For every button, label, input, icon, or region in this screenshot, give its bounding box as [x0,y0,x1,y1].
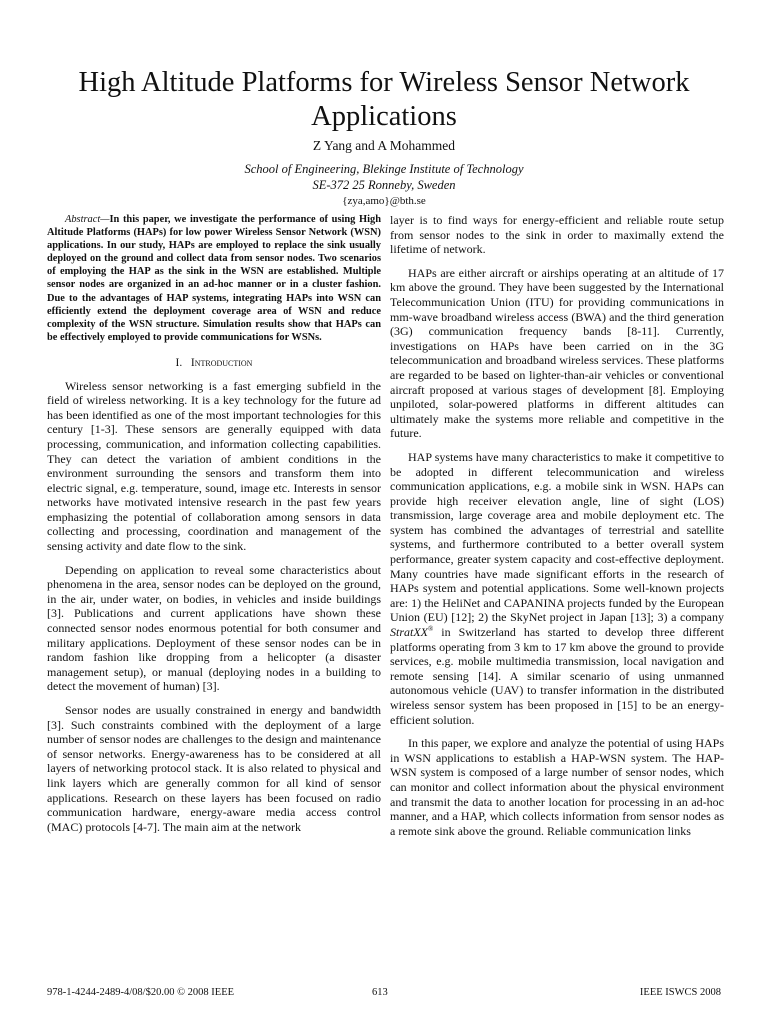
author-affiliation [60,161,708,193]
body-paragraph: layer is to find ways for energy-efficient and reliable route setup from sensor nodes to the sink in order to maximally extend the lifetime of network. [390,213,724,257]
body-paragraph: Depending on application to reveal some characteristics about phenomena in the area, sensor nodes can be deployed on the ground, in the air, under water, on bodies, in vehicles and inside buildings [3]. Publications and current applications have shown these connected sensor nodes enormous potential for both consumer and military applications. Deployment of these sensor nodes can be in random fashion like dropping from a helicopter (a disaster management setup), or manual (deploying nodes in a building to detect the movement of human) [3]. [47,562,381,694]
footer-venue: IEEE ISWCS 2008 [639,987,721,998]
body-paragraph: Wireless sensor networking is a fast emerging subfield in the field of wireless networking. It is a key technology for the future ad has been identified as one of the most important technologies for this century [1-3]. These sensors are generally equipped with data processing, communication, and information collecting capabilities. They can detect the variation of ambient conditions in the environment surrounding the sensors and transform them into electric signal, e.g. temperature, sound, image etc. Interests in sensor networks have motivated intensive research in the past few years emphasizing the potential of collaboration among sensors in data collecting and processing, coordination and management of the sensing activity and date flow to the sink. [47,378,381,554]
paper-authors: Z Yang and A Mohammed [312,138,456,153]
abstract-text: In this paper, we investigate the performance of using High Altitude Platforms (HAPs) for low power Wireless Sensor Network (WSN) applications. In our study, HAPs are employed to replace the sink usually deployed on the ground and collect data from sensor nodes. Two scenarios of employing the HAP as the sink in the WSN are established. Multiple sensor nodes are organized in an ad-hoc manner or in a cluster fashion. Due to the advantages of HAP systems, integrating HAPs into WSN can efficiently extend the deployment coverage area of WSN and reduce complexity of the WSN structure. Simulation results show that HAPs can be effectively employed to provide communications for WSNs. [47,214,381,343]
company-name: StratXX [390,625,428,640]
section-number: I. [175,356,183,369]
abstract [47,213,381,344]
body-paragraph: Sensor nodes are usually constrained in energy and bandwidth [3]. Such constraints combined with the deployment of a large number of sensor nodes are challenges to the design and maintenance of sensor networks. Energy-awareness has to be considered at all layers of networking protocol stack. It is also related to physical and link layers which are generally common for all kind of sensor applications. Research on these layers has been focused on radio communication hardware, energy-aware media access control (MAC) protocols [4-7]. The main aim at the network [47,703,381,834]
abstract-lead: Abstract— [65,214,110,225]
affiliation-line-1: School of Engineering, Blekinge Institute of Technology [244,162,524,176]
paper-title: High Altitude Platforms for Wireless Sensor Network Applications [78,67,690,132]
body-paragraph: In this paper, we explore and analyze the potential of using HAPs in WSN applications to establish a HAP-WSN system. The HAP-WSN system is composed of a large number of sensor nodes, which can monitor and collect information about the physical environment and transmit the data to another location for processing in an ad-hoc manner, and a HAP, which collects information from sensor nodes as a remote sink above the ground. Reliable communication links [390,736,724,838]
paragraph-text: HAP systems have many characteristics to make it competitive to be adopted in different telecommunication and wireless communication applications, e.g. a mobile sink in WSN. HAPs can provide high receiver elevation angle, line of sight (LOS) transmission, large coverage area and mobile deployment etc. The system has combined the advantages of terrestrial and satellite systems, and furthermore contributed to a better overall system performance, greater system capacity and cost-effective deployment. Many countries have made significant efforts in the research of HAPs system and potential applications. Some well-known projects are: 1) the HeliNet and CAPANINA projects funded by the European Union (EU) [12]; 2) the SkyNet project in Japan [13]; 3) a company [390,449,724,625]
footer-copyright: 978-1-4244-2489-4/08/$20.00 © 2008 IEEE [47,987,235,998]
affiliation-line-2: SE-372 25 Ronneby, Sweden [312,178,456,192]
body-paragraph: HAPs are either aircraft or airships operating at an altitude of 17 km above the ground. They have been suggested by the International Telecommunication Union (ITU) for providing communications in mm-wave broadband wireless access (BWA) and the third generation (3G) communication frequency bands [8-11]. Currently, investigations on HAPs have been carried on in the 3G telecommunication and broadband wireless services. These platforms are regarded to be based on lighter-than-air vehicles or conventional aircraft proposed at various stages of development [8]. Employing unpiloted, solar-powered platforms in different altitudes can ultimately make the systems more reliable and competitive in the future. [390,265,724,441]
right-column [390,213,724,847]
paragraph-text: in Switzerland has started to develop three different platforms operating from 3 km to 17 km above the ground to provide services, e.g. mobile multimedia transmission, local navigation and remote sensing [14]. A similar scenario of using unmanned autonomous vehicle (UAV) to transfer information in the distributed wireless sensor system has been proposed in [15] to be an energy-efficient solution. [390,625,724,727]
author-email: {zya,amo}@bth.se [342,195,426,207]
registered-mark: ® [428,625,434,634]
page-number: 613 [372,987,388,998]
section-heading [47,356,381,371]
body-paragraph [390,450,724,727]
section-title: Introduction [190,356,253,369]
left-column [47,213,381,843]
